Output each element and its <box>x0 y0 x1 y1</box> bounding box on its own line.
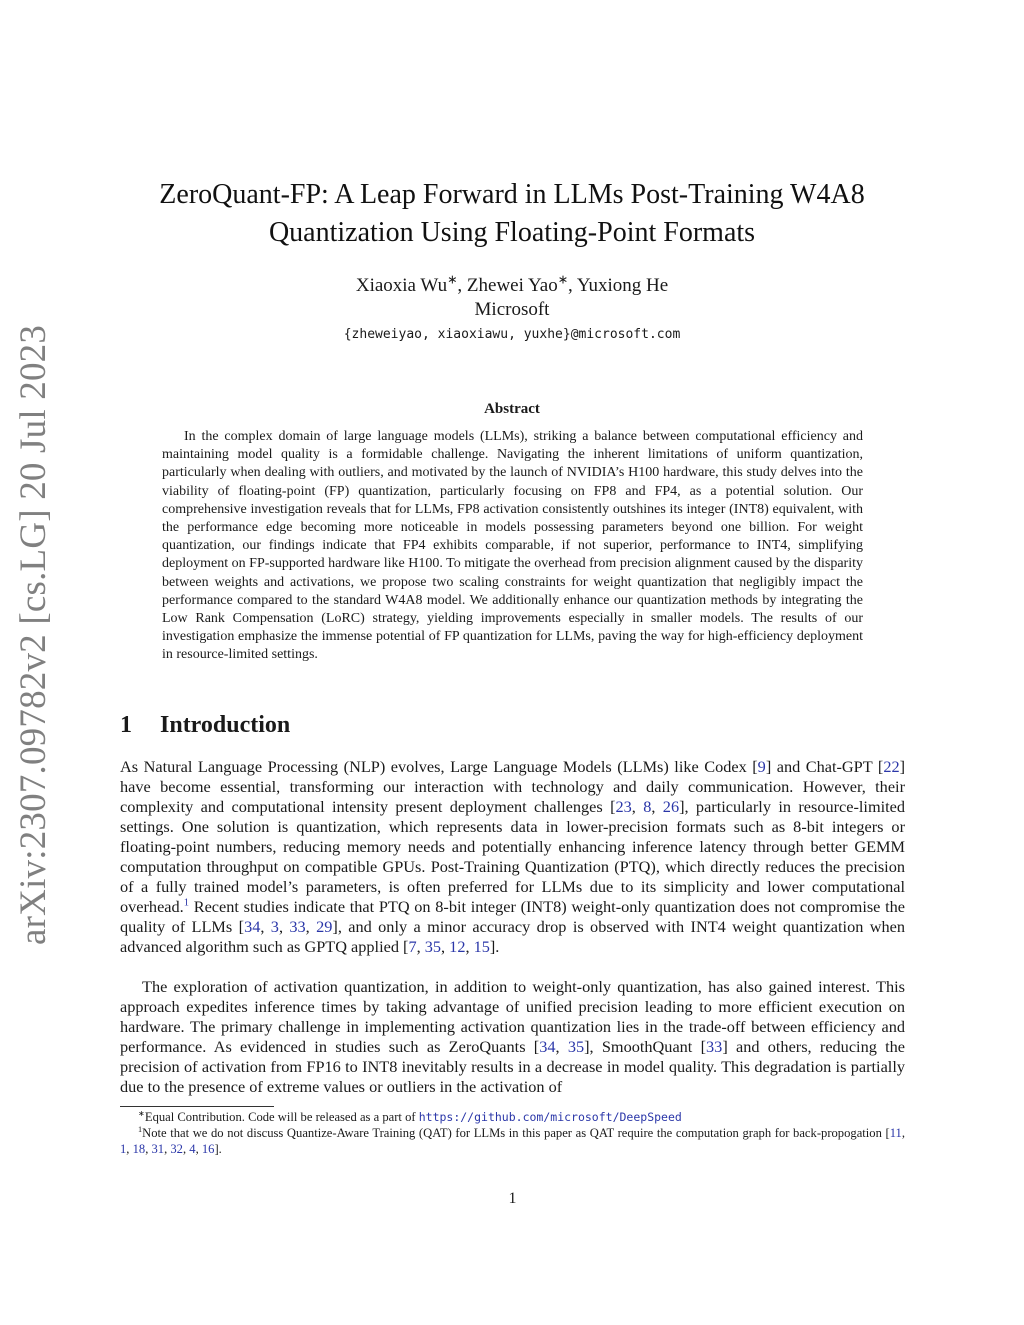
paragraph-text: ] and others, reducing the precision of activation from FP16 to INT8 inevitably results in a decrease in model quality. This degradation is partially due to the presence of extreme values or outliers in the activation of <box>120 1037 906 1096</box>
intro-paragraph-2 <box>120 977 905 1097</box>
paragraph-text: The exploration of activation quantization, in addition to weight-only quantization, has also gained interest. This approach expedites inference times by taking advantage of unified precision leading to more efficient execution on hardware. The primary challenge in implementing activation quantization lies in the trade-off between efficiency and performance. As evidenced in studies such as ZeroQuants [ <box>120 977 905 1056</box>
citation-separator: , <box>126 1142 133 1156</box>
citation-link[interactable]: 22 <box>883 757 900 776</box>
footnote-equal-contribution <box>120 1109 905 1125</box>
paragraph-text: ] and Chat-GPT [ <box>765 757 884 776</box>
footnote-mark: ∗ <box>138 1108 145 1118</box>
paragraph-text: ], and only a minor accuracy drop is observed with INT4 weight quantization when advanced algorithm such as GPTQ applied [ <box>120 917 905 956</box>
citation-link[interactable]: 16 <box>201 1142 215 1156</box>
citation-link[interactable]: 4 <box>189 1142 196 1156</box>
equal-contribution-mark: ∗ <box>557 272 569 287</box>
citation-separator: , <box>416 937 425 956</box>
author-separator: , <box>457 275 467 296</box>
citation-link[interactable]: 34 <box>539 1037 556 1056</box>
paragraph-text: ] have become essential, transforming our interaction with technology and daily communication. However, their complexity and computational intensity present deployment challenges [ <box>120 757 906 816</box>
citation-separator: , <box>182 1142 190 1156</box>
section-number: 1 <box>120 712 132 738</box>
citation-separator: , <box>441 937 450 956</box>
citation-link[interactable]: 33 <box>289 917 306 936</box>
citation-link[interactable]: 32 <box>170 1142 183 1156</box>
citation-link[interactable]: 35 <box>567 1037 585 1056</box>
citation-link[interactable]: 1 <box>120 1142 127 1156</box>
citation-link[interactable]: 8 <box>643 797 652 816</box>
title-line-1: ZeroQuant-FP: A Leap Forward in LLMs Post-Training W4A8 <box>159 179 865 210</box>
citation-separator: , <box>631 797 644 816</box>
paragraph-text: ]. <box>489 937 500 956</box>
citation-separator: , <box>145 1142 152 1156</box>
author-name: Yuxiong He <box>576 275 669 296</box>
citation-link[interactable]: 35 <box>424 937 442 956</box>
citation-separator: , <box>305 917 317 936</box>
footnote-text: Note that we do not discuss Quantize-Aware Training (QAT) for LLMs in this paper as QAT require the computation graph for back-propogation [ <box>142 1126 890 1140</box>
arxiv-identifier: arXiv:2307.09782v2 [cs.LG] 20 Jul 2023 <box>13 324 54 945</box>
footnote-text: ]. <box>214 1142 222 1156</box>
equal-contribution-mark: ∗ <box>447 272 458 287</box>
page-number: 1 <box>508 1190 517 1207</box>
author-email: {zheweiyao, xiaoxiawu, yuxhe}@microsoft.com <box>343 327 681 342</box>
citation-link[interactable]: 23 <box>615 797 632 816</box>
citation-link[interactable]: 12 <box>449 937 466 956</box>
citation-link[interactable]: 15 <box>473 937 490 956</box>
citation-link[interactable]: 26 <box>662 797 680 816</box>
citation-link[interactable]: 29 <box>316 917 333 936</box>
citation-separator: , <box>278 917 290 936</box>
affiliation: Microsoft <box>474 299 550 320</box>
citation-link[interactable]: 9 <box>757 757 766 776</box>
title-line-2: Quantization Using Floating-Point Formats <box>268 217 756 248</box>
footnote-text: Equal Contribution. Code will be released as a part of <box>144 1110 419 1124</box>
author-list <box>120 274 904 298</box>
citation-link[interactable]: 34 <box>244 917 261 936</box>
footnote-qat <box>120 1125 905 1157</box>
paper-title <box>120 176 904 252</box>
citation-separator: , <box>260 917 271 936</box>
citation-link[interactable]: 11 <box>889 1126 902 1140</box>
footnote-ref-link[interactable]: 1 <box>183 897 190 909</box>
citation-separator: , <box>651 797 663 816</box>
section-heading <box>120 712 290 739</box>
repository-link[interactable]: https://github.com/microsoft/DeepSpeed <box>418 1110 682 1124</box>
footnote-divider <box>120 1106 274 1107</box>
citation-link[interactable]: 33 <box>706 1037 723 1056</box>
abstract-text: In the complex domain of large language models (LLMs), striking a balance between computational efficiency and maintaining model quality is a formidable challenge. Navigating the inherent limitations of uniform quantization, particularly when dealing with outliers, and motivated by the launch of NVIDIA’s H100 hardware, this study delves into the viability of floating-point (FP) quantization, particularly focusing on FP8 and FP4, as a potential solution. Our comprehensive investigation reveals that for LLMs, FP8 activation consistently outshines its integer (INT8) equivalent, with the performance edge becoming more noticeable in models possessing parameters beyond one billion. For weight quantization, our findings indicate that FP4 exhibits comparable, if not superior, performance to INT4, simplifying deployment on FP-supported hardware like H100. To mitigate the overhead from precision alignment caused by the disparity between weights and activations, we propose two scaling constraints for weight quantization that negligibly impact the performance compared to the standard W4A8 model. We additionally enhance our quantization methods by integrating the Low Rank Compensation (LoRC) strategy, yielding improvements especially in smaller models. The results of our investigation emphasize the immense potential of FP quantization for LLMs, paving the way for high-efficiency deployment in resource-limited settings. <box>162 429 863 663</box>
paragraph-text: ], SmoothQuant [ <box>584 1037 707 1056</box>
abstract-heading: Abstract <box>484 401 540 417</box>
citation-separator: , <box>164 1142 171 1156</box>
citation-separator: , <box>901 1126 905 1140</box>
citation-separator: , <box>195 1142 202 1156</box>
citation-link[interactable]: 3 <box>270 917 279 936</box>
author-separator: , <box>568 275 577 296</box>
citation-link[interactable]: 31 <box>151 1142 165 1156</box>
citation-separator: , <box>465 937 474 956</box>
section-title: Introduction <box>160 712 291 738</box>
intro-paragraph-1 <box>120 757 905 957</box>
citation-link[interactable]: 18 <box>132 1142 146 1156</box>
citation-link[interactable]: 7 <box>408 937 417 956</box>
footnote-mark: 1 <box>138 1124 143 1134</box>
author-name: Zhewei Yao <box>466 275 558 296</box>
paragraph-text: As Natural Language Processing (NLP) evolves, Large Language Models (LLMs) like Codex [ <box>120 757 758 776</box>
paragraph-text: ], particularly in resource-limited settings. One solution is quantization, which represents data in lower-precision formats such as 8-bit integers or floating-point numbers, reducing memory needs and potentially enhancing inference latency through better GEMM computation throughput on compatible GPUs. Post-Training Quantization (PTQ), which directly reduces the precision of a fully trained model’s parameters, is often preferred for LLMs due to its simplicity and lower computational overhead. <box>120 797 906 916</box>
paragraph-text: Recent studies indicate that PTQ on 8-bit integer (INT8) weight-only quantization does not compromise the quality of LLMs [ <box>120 897 905 936</box>
citation-separator: , <box>555 1037 568 1056</box>
author-name: Xiaoxia Wu <box>355 275 448 296</box>
